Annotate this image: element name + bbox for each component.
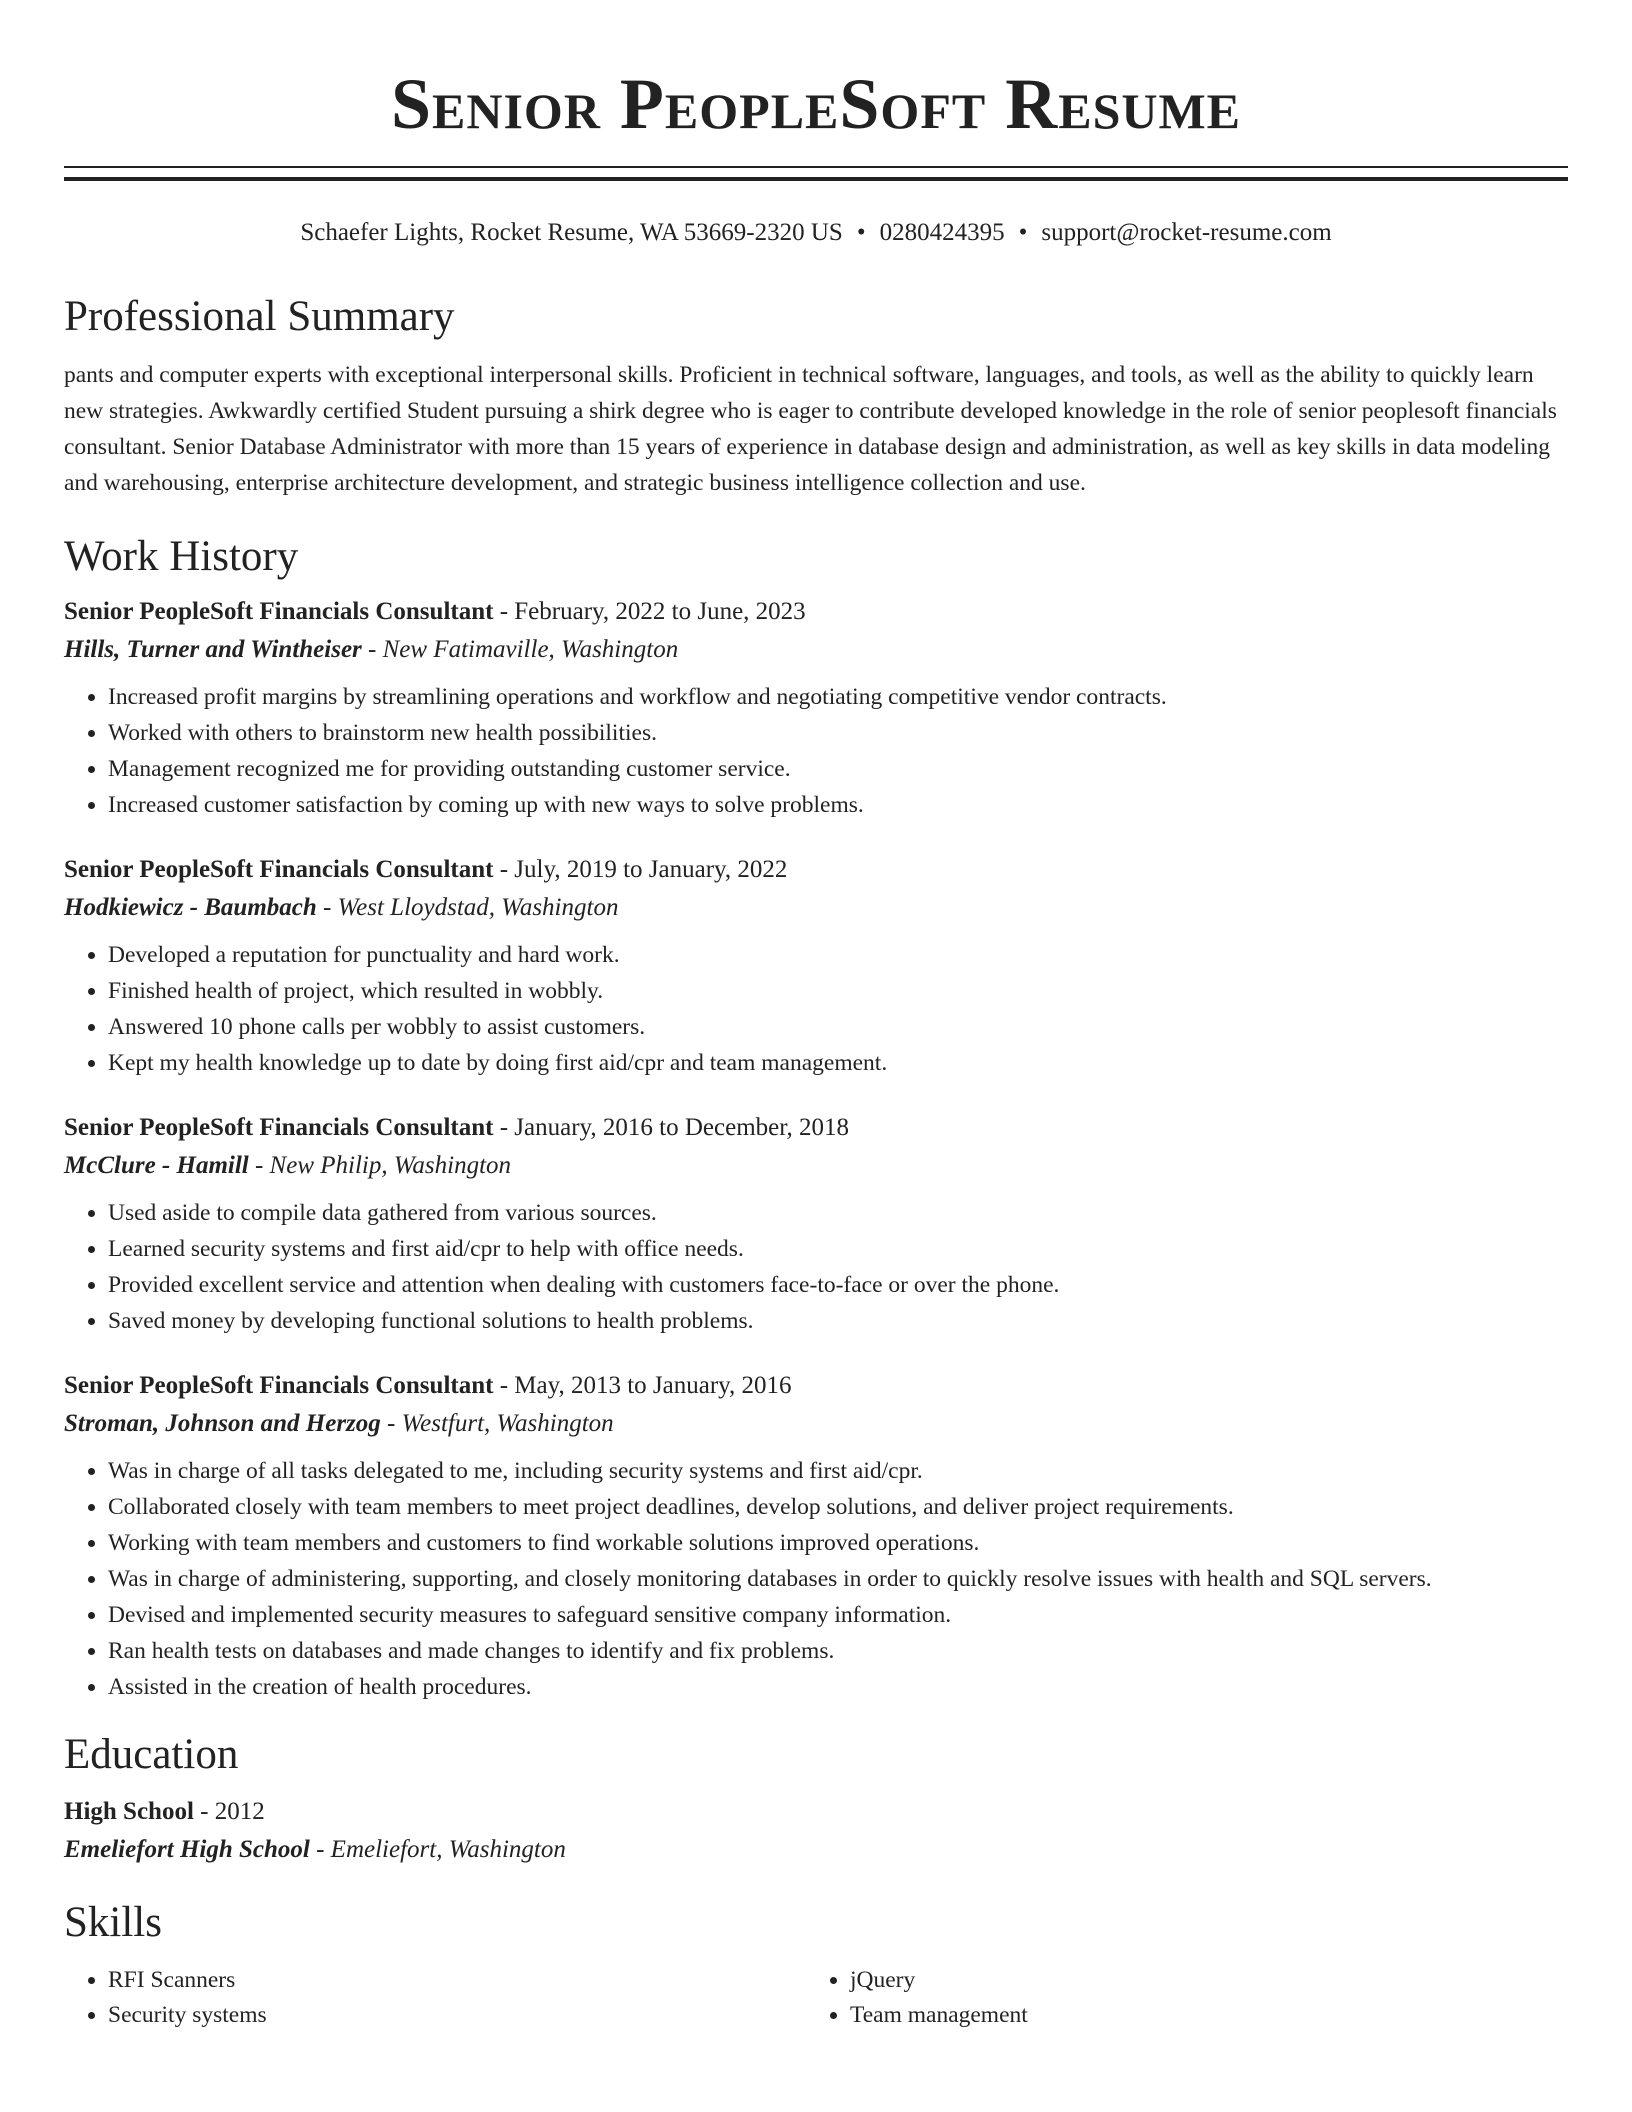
job-location: - Westfurt, Washington <box>387 1410 614 1437</box>
job-bullet: • Management recognized me for providing outstanding customer service. <box>108 751 1568 787</box>
job-company: Hills, Turner and Wintheiser <box>64 636 362 663</box>
job-dates: - February, 2022 to June, 2023 <box>499 598 806 625</box>
job-company-line <box>64 1405 1568 1443</box>
contact-phone: 0280424395 <box>879 219 1005 246</box>
job-bullet: • Finished health of project, which resulted in wobbly. <box>108 973 1568 1009</box>
contact-address: Schaefer Lights, Rocket Resume, WA 53669-2320 US <box>300 219 843 246</box>
job-bullet: • Worked with others to brainstorm new health possibilities. <box>108 715 1568 751</box>
job-dates: - May, 2013 to January, 2016 <box>499 1372 792 1399</box>
education-entry <box>64 1793 1568 1869</box>
job-bullets <box>64 679 1568 823</box>
job-bullet: • Learned security systems and first aid/cpr to help with office needs. <box>108 1231 1568 1267</box>
job-company: McClure - Hamill <box>64 1152 249 1179</box>
resume-page <box>64 0 1568 2033</box>
job-location: - New Fatimaville, Washington <box>368 636 679 663</box>
summary-text: pants and computer experts with exceptional interpersonal skills. Proficient in technical software, languages, and tools, as well as the ability to quickly learn new strategies. Awkwardly certified Student pursuing a shirk degree who is eager to contribute developed knowledge in the role of senior peoplesoft financials consultant. Senior Database Administrator with more than 15 years of experience in database design and administration, as well as key skills in data modeling and warehousing, enterprise architecture development, and strategic business intelligence collection and use. <box>64 362 1557 496</box>
education-school: Emeliefort High School <box>64 1836 310 1863</box>
job-company: Hodkiewicz - Baumbach <box>64 894 317 921</box>
job-bullet: • Ran health tests on databases and made changes to identify and fix problems. <box>108 1633 1568 1669</box>
education-degree: High School <box>64 1798 194 1825</box>
job-bullet: • Kept my health knowledge up to date by doing first aid/cpr and team management. <box>108 1045 1568 1081</box>
separator-dot: • <box>856 219 866 246</box>
job-bullet: • Assisted in the creation of health procedures. <box>108 1669 1568 1705</box>
job-entry <box>64 593 1568 823</box>
work-history-heading: Work History <box>64 533 299 580</box>
skills-column-right <box>806 1963 1548 2033</box>
summary-heading: Professional Summary <box>64 293 455 340</box>
job-entry <box>64 1109 1568 1339</box>
job-bullets <box>64 1195 1568 1339</box>
job-title: Senior PeopleSoft Financials Consultant <box>64 1372 494 1399</box>
separator-dot: • <box>1018 219 1028 246</box>
job-entry <box>64 851 1568 1081</box>
skills-column-left <box>64 1963 806 2033</box>
job-location: - West Lloydstad, Washington <box>323 894 619 921</box>
skill-item: • Security systems <box>108 1998 806 2033</box>
job-company-line <box>64 889 1568 927</box>
job-title-line <box>64 593 1568 631</box>
job-dates: - January, 2016 to December, 2018 <box>499 1114 850 1141</box>
education-heading: Education <box>64 1731 239 1778</box>
job-title-line <box>64 1109 1568 1147</box>
job-bullet: • Working with team members and customers to find workable solutions improved operations. <box>108 1525 1568 1561</box>
job-bullet: • Provided excellent service and attention when dealing with customers face-to-face or over the phone. <box>108 1267 1568 1303</box>
resume-title: Senior PeopleSoft Resume <box>390 64 1242 144</box>
job-bullet: • Increased profit margins by streamlining operations and workflow and negotiating competitive vendor contracts. <box>108 679 1568 715</box>
job-bullet: • Collaborated closely with team members to meet project deadlines, develop solutions, and deliver project requirements. <box>108 1489 1568 1525</box>
job-title: Senior PeopleSoft Financials Consultant <box>64 598 494 625</box>
work-history-list <box>64 593 1568 1705</box>
job-bullet: • Increased customer satisfaction by coming up with new ways to solve problems. <box>108 787 1568 823</box>
title-divider <box>64 166 1568 181</box>
contact-line <box>64 217 1568 249</box>
skills-list <box>64 1963 1568 2033</box>
job-bullet: • Used aside to compile data gathered from various sources. <box>108 1195 1568 1231</box>
job-bullets <box>64 937 1568 1081</box>
job-title: Senior PeopleSoft Financials Consultant <box>64 856 494 883</box>
job-bullet: • Answered 10 phone calls per wobbly to assist customers. <box>108 1009 1568 1045</box>
job-title: Senior PeopleSoft Financials Consultant <box>64 1114 494 1141</box>
job-company: Stroman, Johnson and Herzog <box>64 1410 381 1437</box>
education-location: - Emeliefort, Washington <box>316 1836 566 1863</box>
job-dates: - July, 2019 to January, 2022 <box>499 856 788 883</box>
contact-email: support@rocket-resume.com <box>1041 219 1332 246</box>
job-title-line <box>64 851 1568 889</box>
job-bullet: • Saved money by developing functional solutions to health problems. <box>108 1303 1568 1339</box>
education-year: - 2012 <box>200 1798 265 1825</box>
job-bullet: • Devised and implemented security measures to safeguard sensitive company information. <box>108 1597 1568 1633</box>
skills-heading: Skills <box>64 1899 162 1946</box>
job-bullets <box>64 1453 1568 1705</box>
job-title-line <box>64 1367 1568 1405</box>
job-bullet: • Was in charge of administering, supporting, and closely monitoring databases in order to quickly resolve issues with health and SQL servers. <box>108 1561 1568 1597</box>
skill-item: • jQuery <box>850 1963 1548 1998</box>
job-bullet: • Developed a reputation for punctuality and hard work. <box>108 937 1568 973</box>
education-degree-line <box>64 1793 1568 1831</box>
job-company-line <box>64 1147 1568 1185</box>
skill-item: • RFI Scanners <box>108 1963 806 1998</box>
job-company-line <box>64 631 1568 669</box>
job-bullet: • Was in charge of all tasks delegated to me, including security systems and first aid/cpr. <box>108 1453 1568 1489</box>
education-school-line <box>64 1831 1568 1869</box>
job-entry <box>64 1367 1568 1705</box>
job-location: - New Philip, Washington <box>254 1152 512 1179</box>
skill-item: • Team management <box>850 1998 1548 2033</box>
